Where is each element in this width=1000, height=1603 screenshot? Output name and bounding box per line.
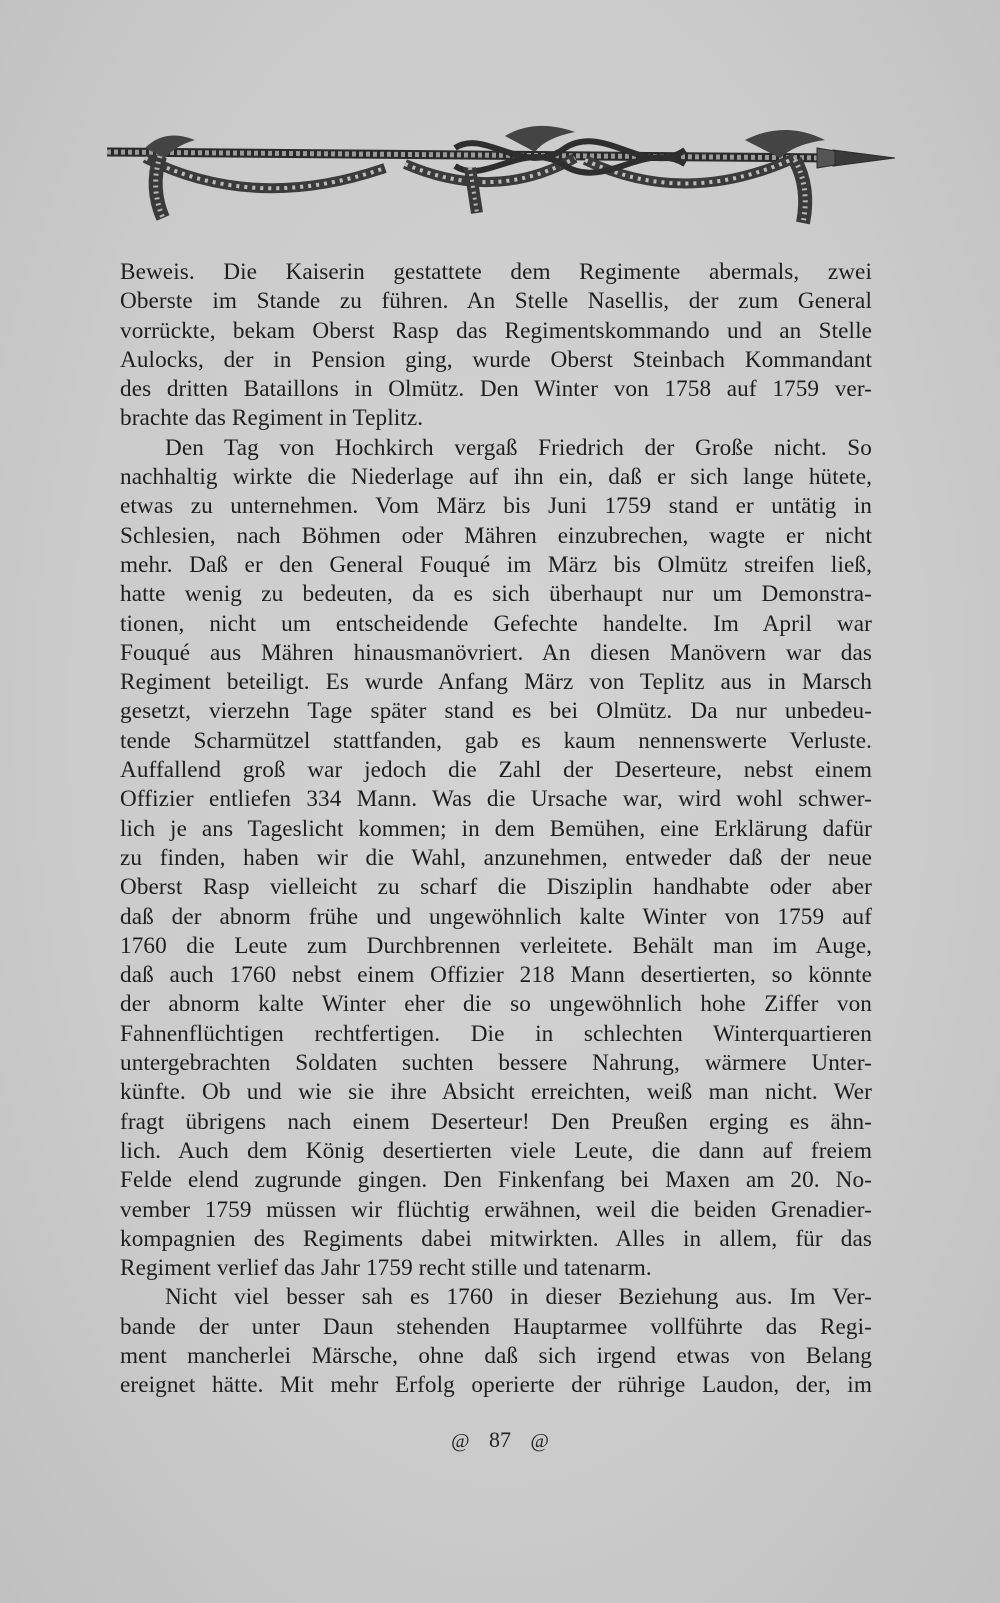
- text-line: vorrückte, bekam Oberst Rasp das Regimentskommando und an Stelle: [120, 317, 872, 344]
- text-line: fragt übrigens nach einem Deserteur! Den Preußen erging es ähn-: [120, 1108, 872, 1135]
- text-line: Beweis. Die Kaiserin gestattete dem Regimente abermals, zwei: [120, 259, 872, 285]
- text-line: brachte das Regiment in Teplitz.: [120, 405, 424, 432]
- text-line: daß der abnorm frühe und ungewöhnlich kalte Winter von 1759 auf: [120, 903, 872, 930]
- lance-garland-icon: [105, 118, 895, 230]
- page-number: 87: [489, 1427, 511, 1452]
- text-line: bande der unter Daun stehenden Hauptarmee vollführte das Regi-: [120, 1313, 872, 1340]
- text-line: lich. Auch dem König desertierten viele Leute, die dann auf freiem: [120, 1137, 872, 1164]
- text-line: daß auch 1760 nebst einem Offizier 218 Mann desertierten, so könnte: [120, 962, 872, 989]
- text-line: ereignet hätte. Mit mehr Erfolg operierte der rührige Laudon, der, im: [120, 1372, 872, 1399]
- text-line: Den Tag von Hochkirch vergaß Friedrich der Große nicht. So: [165, 434, 872, 461]
- text-line: tionen, nicht um entscheidende Gefechte handelte. Im April war: [120, 610, 872, 637]
- text-line: kompagnien des Regiments dabei mitwirkten. Alles in allem, für das: [120, 1225, 872, 1252]
- page-footer: [0, 1427, 1000, 1453]
- text-line: vember 1759 müssen wir flüchtig erwähnen, weil die beiden Grenadier-: [120, 1196, 872, 1223]
- text-line: gesetzt, vierzehn Tage später stand es bei Olmütz. Da nur unbedeu-: [120, 698, 872, 725]
- text-line: Oberste im Stande zu führen. An Stelle Nasellis, der zum General: [120, 288, 872, 315]
- text-line: 1760 die Leute zum Durchbrennen verleitete. Behält man im Auge,: [120, 932, 872, 959]
- text-line: Offizier entliefen 334 Mann. Was die Ursache war, wird wohl schwer-: [120, 786, 872, 813]
- text-line: tende Scharmützel stattfanden, gab es kaum nennenswerte Verluste.: [120, 727, 872, 754]
- right-ornament-icon: @: [530, 1430, 549, 1452]
- text-line: Felde elend zugrunde gingen. Den Finkenfang bei Maxen am 20. No-: [120, 1167, 872, 1194]
- text-line: nachhaltig wirkte die Niederlage auf ihn ein, daß er sich lange hütete,: [120, 464, 872, 491]
- left-ornament-icon: @: [451, 1430, 470, 1452]
- text-line: etwas zu unternehmen. Vom März bis Juni 1759 stand er untätig in: [120, 493, 872, 520]
- text-line: hatte wenig zu bedeuten, da es sich überhaupt nur um Demonstra-: [120, 581, 872, 608]
- text-line: künfte. Ob und wie sie ihre Absicht erreichten, weiß man nicht. Wer: [120, 1079, 872, 1106]
- text-line: zu finden, haben wir die Wahl, anzunehmen, entweder daß der neue: [120, 844, 872, 871]
- text-line: Schlesien, nach Böhmen oder Mähren einzubrechen, wagte er nicht: [120, 522, 872, 549]
- text-line: Fouqué aus Mähren hinausmanövriert. An diesen Manövern war das: [120, 639, 872, 666]
- text-line: Regiment beteiligt. Es wurde Anfang März von Teplitz aus in Marsch: [120, 669, 872, 696]
- text-line: untergebrachten Soldaten suchten bessere Nahrung, wärmere Unter-: [120, 1050, 872, 1077]
- text-line: Fahnenflüchtigen rechtfertigen. Die in schlechten Winterquartieren: [120, 1020, 872, 1047]
- text-line: Aulocks, der in Pension ging, wurde Oberst Steinbach Kommandant: [120, 346, 872, 373]
- text-line: mehr. Daß er den General Fouqué im März bis Olmütz streifen ließ,: [120, 551, 872, 578]
- text-line: Oberst Rasp vielleicht zu scharf die Disziplin handhabte oder aber: [120, 874, 872, 901]
- text-line: ment mancherlei Märsche, ohne daß sich irgend etwas von Belang: [120, 1342, 872, 1369]
- text-line: Regiment verlief das Jahr 1759 recht stille und tatenarm.: [120, 1255, 652, 1282]
- body-text: [120, 258, 872, 1401]
- text-line: lich je ans Tageslicht kommen; in dem Bemühen, eine Erklärung dafür: [120, 815, 872, 842]
- text-line: Auffallend groß war jedoch die Zahl der Deserteure, nebst einem: [120, 757, 872, 784]
- text-line: des dritten Bataillons in Olmütz. Den Winter von 1758 auf 1759 ver-: [120, 376, 872, 403]
- text-line: Nicht viel besser sah es 1760 in dieser Beziehung aus. Im Ver-: [165, 1284, 872, 1311]
- text-line: der abnorm kalte Winter eher die so ungewöhnlich hohe Ziffer von: [120, 991, 872, 1018]
